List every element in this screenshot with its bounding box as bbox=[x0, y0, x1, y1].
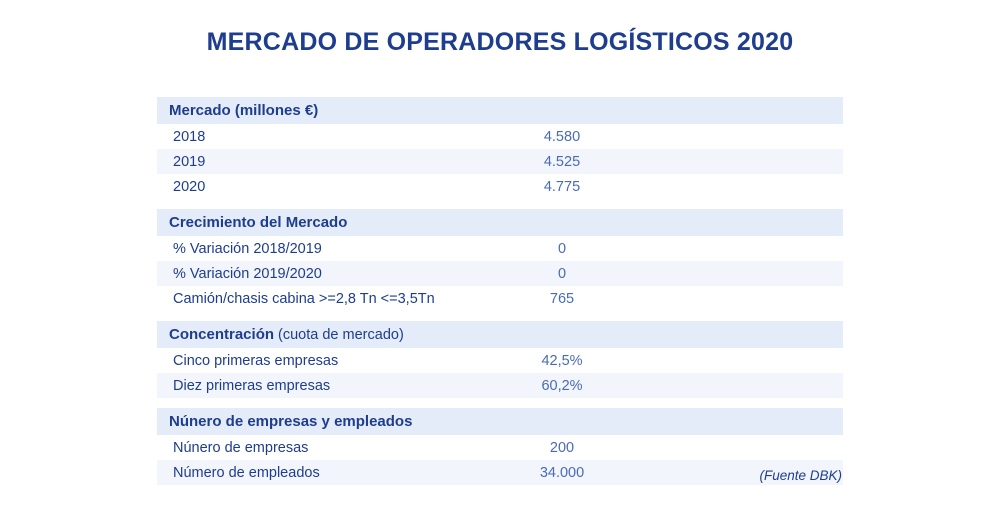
row-value: 4.775 bbox=[543, 178, 581, 195]
table-row bbox=[157, 261, 843, 286]
section-heading-text: Crecimiento del Mercado bbox=[169, 214, 348, 231]
table-row bbox=[157, 460, 843, 485]
section-heading bbox=[157, 102, 843, 119]
row-label: Cinco primeras empresas bbox=[173, 352, 339, 369]
page-title: MERCADO DE OPERADORES LOGÍSTICOS 2020 bbox=[206, 28, 794, 56]
row-value: 0 bbox=[557, 265, 567, 282]
row-label: % Variación 2019/2020 bbox=[173, 265, 322, 282]
section-heading bbox=[157, 214, 843, 231]
table-row bbox=[157, 236, 843, 261]
row-value: 42,5% bbox=[541, 352, 583, 369]
table-section-header bbox=[157, 408, 843, 435]
table-row bbox=[157, 124, 843, 149]
table-section-header bbox=[157, 321, 843, 348]
section-heading-text: Concentración bbox=[169, 326, 275, 343]
row-label: Núnero de empresas bbox=[173, 439, 309, 456]
table-section-header bbox=[157, 209, 843, 236]
table-section-header bbox=[157, 97, 843, 124]
row-label: Diez primeras empresas bbox=[173, 377, 331, 394]
row-label: Número de empleados bbox=[173, 464, 320, 481]
row-value: 765 bbox=[549, 290, 575, 307]
table-row bbox=[157, 149, 843, 174]
section-heading-text: Núnero de empresas y empleados bbox=[169, 413, 413, 430]
row-label: 2020 bbox=[173, 178, 206, 195]
row-label: 2019 bbox=[173, 153, 206, 170]
row-label: % Variación 2018/2019 bbox=[173, 240, 322, 257]
row-label: Camión/chasis cabina >=2,8 Tn <=3,5Tn bbox=[173, 290, 435, 307]
section-heading bbox=[157, 326, 843, 343]
document-page bbox=[0, 28, 1000, 528]
row-value: 34.000 bbox=[539, 464, 585, 481]
section-heading-text: Mercado (millones €) bbox=[169, 102, 319, 119]
table-row bbox=[157, 348, 843, 373]
table-row bbox=[157, 373, 843, 398]
table-row bbox=[157, 435, 843, 460]
section-heading-sub: (cuota de mercado) bbox=[274, 327, 404, 343]
section-heading bbox=[157, 413, 843, 430]
row-value: 200 bbox=[549, 439, 575, 456]
stats-table bbox=[157, 97, 843, 485]
row-value: 4.580 bbox=[543, 128, 581, 145]
row-value: 0 bbox=[557, 240, 567, 257]
row-value: 4.525 bbox=[543, 153, 581, 170]
source-note: (Fuente DBK) bbox=[759, 468, 842, 483]
row-label: 2018 bbox=[173, 128, 206, 145]
table-row bbox=[157, 174, 843, 199]
table-row bbox=[157, 286, 843, 311]
row-value: 60,2% bbox=[541, 377, 583, 394]
